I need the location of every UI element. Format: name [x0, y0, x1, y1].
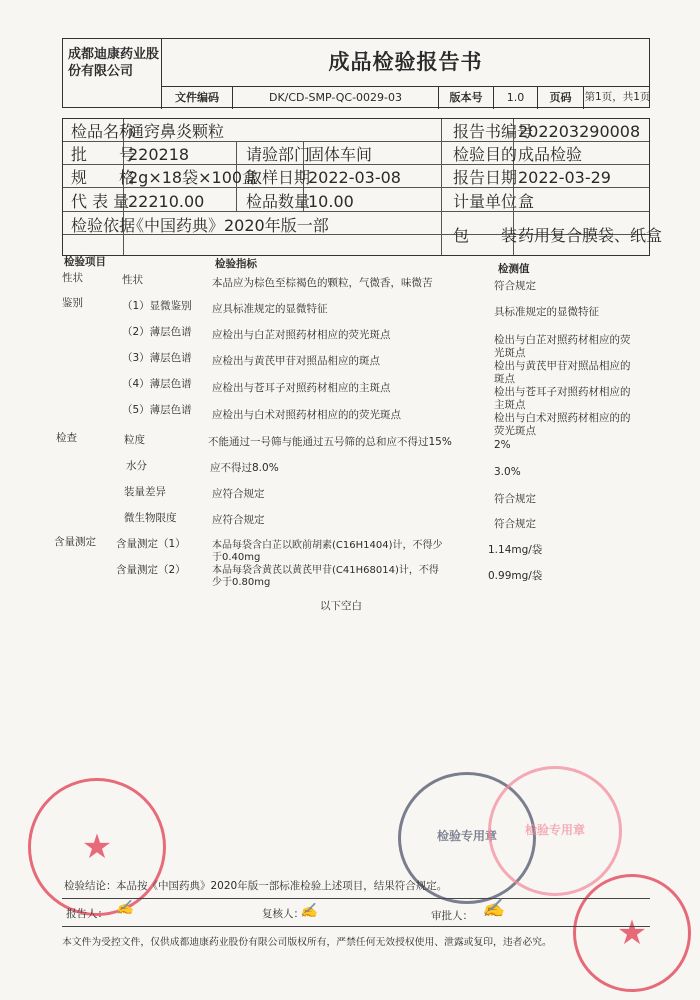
- spec-label: 规 格: [71, 168, 136, 187]
- item-header: 检验项目: [64, 256, 106, 268]
- val-tlc-3: 检出与苍耳子对照药材相应的主斑点: [494, 386, 631, 411]
- basis-label: 检验依据: [71, 216, 136, 235]
- version-value: 1.0: [494, 86, 538, 109]
- dept: 固体车间: [308, 145, 373, 164]
- sub-moisture: 水分: [126, 460, 147, 472]
- std-tlc-1: 应检出与白芷对照药材相应的荧光斑点: [212, 329, 391, 341]
- corner-seal-stamp: [573, 874, 691, 992]
- reporter-signature: ✍: [116, 900, 134, 916]
- val-moisture: 3.0%: [494, 466, 521, 478]
- report-no: 202203290008: [518, 122, 641, 141]
- reviewer-label: 复核人：: [262, 908, 304, 920]
- rep-qty: 22210.00: [128, 192, 205, 211]
- approver-label: 审批人：: [431, 910, 473, 922]
- file-no-label: 文件编码: [162, 86, 233, 109]
- conclusion-text: 本品按《中国药典》2020年版一部标准检验上述项目，结果符合规定。: [116, 880, 448, 892]
- sub-fill-variation: 装量差异: [124, 486, 166, 498]
- std-assay-2: 本品每袋含黄芪以黄芪甲苷(C41H68014)计，不得少于0.80mg: [212, 565, 439, 588]
- approver-signature: ✍: [482, 898, 505, 919]
- sub-tlc-2: （3）薄层色谱: [122, 352, 192, 364]
- page-value: 第1页，共1页: [584, 91, 651, 103]
- sub-assay-1: 含量测定（1）: [116, 538, 186, 550]
- pink-seal-label: 检验专用章: [524, 823, 585, 837]
- std-microscopy: 应具标准规定的显微特征: [212, 303, 328, 315]
- package-label: 包 装: [453, 226, 518, 245]
- std-microbial-limit: 应符合规定: [212, 514, 265, 526]
- purpose: 成品检验: [518, 145, 583, 164]
- unit: 盒: [518, 192, 535, 211]
- sub-microscopy: （1）显微鉴别: [122, 300, 192, 312]
- cat-tests: 检查: [56, 432, 77, 444]
- info-table: [62, 118, 663, 256]
- std-particle-size: 不能通过一号筛与能通过五号筛的总和应不得过15%: [208, 436, 452, 448]
- sub-assay-2: 含量测定（2）: [116, 564, 186, 576]
- package: 药用复合膜袋、纸盒: [518, 226, 663, 245]
- val-assay-1: 1.14mg/袋: [488, 544, 543, 556]
- sub-particle-size: 粒度: [124, 434, 145, 446]
- corner-seal-star-icon: ★: [616, 913, 648, 953]
- sub-appearance: 性状: [122, 274, 143, 286]
- batch: 220218: [128, 145, 190, 164]
- cat-identification: 鉴别: [62, 297, 83, 309]
- report-date-label: 报告日期: [453, 168, 518, 187]
- val-microbial-limit: 符合规定: [494, 518, 536, 530]
- pink-seal-stamp: [488, 766, 622, 896]
- purpose-label: 检验目的: [453, 145, 518, 164]
- report-title: 成品检验报告书: [162, 39, 649, 87]
- file-no-value: DK/CD-SMP-QC-0029-03: [233, 86, 439, 109]
- sub-tlc-1: （2）薄层色谱: [122, 326, 192, 338]
- seal-star-icon: ★: [81, 827, 113, 867]
- report-header: [62, 38, 650, 108]
- sample-qty: 10.00: [308, 192, 354, 211]
- std-tlc-4: 应检出与白术对照药材相应的的荧光斑点: [212, 409, 401, 421]
- val-tlc-2: 检出与黄芪甲苷对照品相应的斑点: [494, 360, 631, 385]
- std-appearance: 本品应为棕色至棕褐色的颗粒，气微香，味微苦: [212, 277, 433, 289]
- product-name: 通窍鼻炎颗粒: [128, 122, 225, 141]
- report-date: 2022-03-29: [518, 168, 611, 187]
- sample-qty-label: 检品数量: [246, 192, 311, 211]
- spec: 2g×18袋×100盒: [128, 168, 259, 187]
- report-no-label: 报告书编号: [453, 122, 534, 141]
- sub-tlc-4: （5）薄层色谱: [122, 404, 192, 416]
- batch-label: 批 号: [71, 145, 136, 164]
- unit-label: 计量单位: [453, 192, 518, 211]
- reviewer-signature: ✍: [300, 903, 318, 919]
- val-tlc-1: 检出与白芷对照药材相应的荧光斑点: [494, 334, 631, 359]
- val-fill-variation: 符合规定: [494, 493, 536, 505]
- std-fill-variation: 应符合规定: [212, 488, 265, 500]
- value-header: 检测值: [498, 263, 530, 275]
- std-tlc-3: 应检出与苍耳子对照药材相应的主斑点: [212, 382, 391, 394]
- sample-date: 2022-03-08: [308, 168, 401, 187]
- val-tlc-4: 检出与白术对照药材相应的的荧光斑点: [494, 412, 631, 437]
- version-label: 版本号: [439, 86, 494, 109]
- footer-note: 本文件为受控文件，仅供成都迪康药业股份有限公司版权所有，严禁任何无效授权使用、泄露或复印，违者必究。: [62, 937, 552, 948]
- val-assay-2: 0.99mg/袋: [488, 570, 543, 582]
- sub-microbial-limit: 微生物限度: [124, 512, 177, 524]
- val-microscopy: 具标准规定的显微特征: [494, 306, 599, 318]
- reporter-label: 报告人：: [66, 908, 108, 920]
- product-name-label: 检品名称: [71, 122, 136, 141]
- page-label: 页码: [538, 86, 584, 109]
- cat-appearance: 性状: [62, 272, 83, 284]
- std-tlc-2: 应检出与黄芪甲苷对照品相应的斑点: [212, 355, 380, 367]
- blank-note: 以下空白: [320, 600, 362, 612]
- dept-label: 请验部门: [246, 145, 311, 164]
- basis: 《中国药典》2020年版一部: [128, 216, 329, 235]
- company-name: 成都迪康药业股份有限公司: [63, 39, 162, 109]
- val-particle-size: 2%: [494, 439, 511, 451]
- conclusion-label: 检验结论：: [64, 880, 117, 892]
- std-moisture: 应不得过8.0%: [210, 462, 279, 474]
- val-appearance: 符合规定: [494, 280, 536, 292]
- sample-date-label: 取样日期: [246, 168, 311, 187]
- standard-header: 检验指标: [215, 258, 257, 270]
- cat-assay: 含量测定: [54, 536, 96, 548]
- sub-tlc-3: （4）薄层色谱: [122, 378, 192, 390]
- inspection-seal-label: 检验专用章: [436, 829, 497, 843]
- red-seal-stamp: [28, 778, 166, 916]
- rep-qty-label: 代 表 量: [71, 192, 130, 211]
- std-assay-1: 本品每袋含白芷以欧前胡素(C16H1404)计，不得少于0.40mg: [212, 540, 443, 563]
